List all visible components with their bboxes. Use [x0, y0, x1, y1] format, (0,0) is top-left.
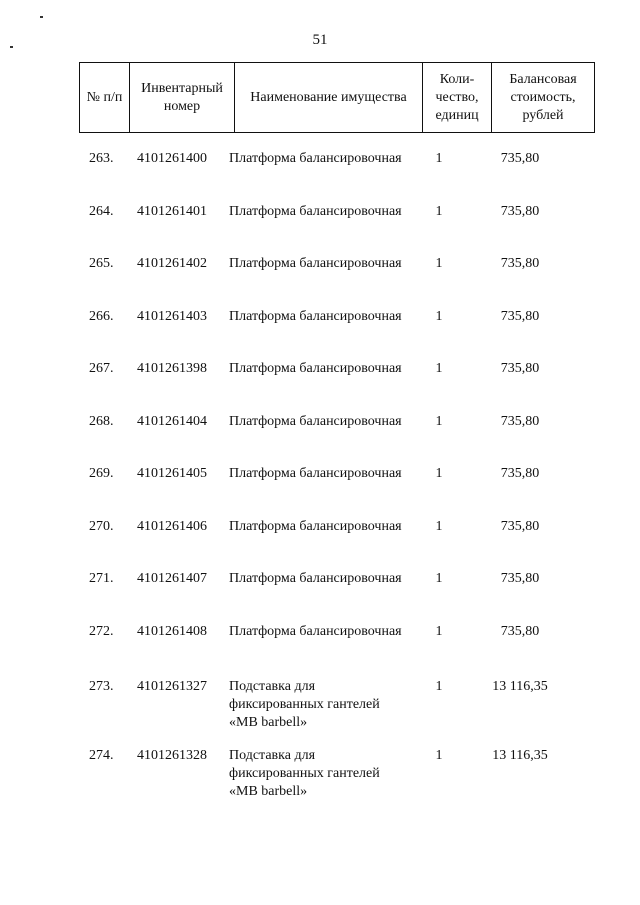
- row-name: Подставка для фиксированных гантелей «MB barbell»: [229, 679, 380, 730]
- scan-mark: [40, 16, 43, 18]
- header-num: № п/п: [80, 63, 130, 133]
- row-inventory: 4101261400: [137, 151, 207, 166]
- row-cost: 735,80: [500, 624, 540, 639]
- row-name: Платформа балансировочная: [229, 624, 402, 639]
- header-inventory: Инвентарный номер: [130, 63, 235, 133]
- row-quantity: 1: [435, 466, 443, 481]
- row-num: 271.: [89, 571, 114, 586]
- header-name: Наименование имущества: [235, 63, 423, 133]
- row-quantity: 1: [435, 361, 443, 376]
- row-name: Платформа балансировочная: [229, 361, 402, 376]
- row-inventory: 4101261408: [137, 624, 207, 639]
- row-num: 274.: [89, 748, 114, 763]
- row-inventory: 4101261407: [137, 571, 207, 586]
- row-cost: 735,80: [500, 361, 540, 376]
- row-quantity: 1: [435, 204, 443, 219]
- row-inventory: 4101261404: [137, 414, 207, 429]
- row-num: 263.: [89, 151, 114, 166]
- row-cost: 735,80: [500, 151, 540, 166]
- row-name: Платформа балансировочная: [229, 571, 402, 586]
- row-quantity: 1: [435, 256, 443, 271]
- row-inventory: 4101261402: [137, 256, 207, 271]
- row-inventory: 4101261406: [137, 519, 207, 534]
- row-quantity: 1: [435, 571, 443, 586]
- row-name: Платформа балансировочная: [229, 309, 402, 324]
- row-name: Подставка для фиксированных гантелей «MB barbell»: [229, 748, 380, 799]
- row-num: 270.: [89, 519, 114, 534]
- row-num: 264.: [89, 204, 114, 219]
- row-name: Платформа балансировочная: [229, 466, 402, 481]
- row-quantity: 1: [435, 151, 443, 166]
- row-inventory: 4101261401: [137, 204, 207, 219]
- row-name: Платформа балансировочная: [229, 519, 402, 534]
- header-quantity: Коли-чество, единиц: [423, 63, 492, 133]
- row-cost: 735,80: [500, 519, 540, 534]
- row-cost: 735,80: [500, 571, 540, 586]
- row-cost: 735,80: [500, 309, 540, 324]
- row-inventory: 4101261405: [137, 466, 207, 481]
- row-cost: 735,80: [500, 414, 540, 429]
- row-name: Платформа балансировочная: [229, 151, 402, 166]
- row-num: 272.: [89, 624, 114, 639]
- header-cost: Балансовая стоимость, рублей: [492, 63, 595, 133]
- row-num: 265.: [89, 256, 114, 271]
- row-quantity: 1: [435, 624, 443, 639]
- row-cost: 13 116,35: [492, 679, 548, 694]
- row-name: Платформа балансировочная: [229, 204, 402, 219]
- row-num: 273.: [89, 679, 114, 694]
- row-num: 269.: [89, 466, 114, 481]
- row-cost: 735,80: [500, 256, 540, 271]
- table-header: [79, 62, 595, 133]
- row-inventory: 4101261327: [137, 679, 207, 694]
- row-num: 267.: [89, 361, 114, 376]
- row-quantity: 1: [435, 414, 443, 429]
- row-name: Платформа балансировочная: [229, 256, 402, 271]
- row-inventory: 4101261403: [137, 309, 207, 324]
- row-quantity: 1: [435, 309, 443, 324]
- row-cost: 735,80: [500, 466, 540, 481]
- row-inventory: 4101261328: [137, 748, 207, 763]
- page-number: 51: [312, 32, 328, 48]
- row-quantity: 1: [435, 679, 443, 694]
- row-cost: 735,80: [500, 204, 540, 219]
- row-quantity: 1: [435, 519, 443, 534]
- row-num: 266.: [89, 309, 114, 324]
- row-quantity: 1: [435, 748, 443, 763]
- row-num: 268.: [89, 414, 114, 429]
- row-cost: 13 116,35: [492, 748, 548, 763]
- row-name: Платформа балансировочная: [229, 414, 402, 429]
- row-inventory: 4101261398: [137, 361, 207, 376]
